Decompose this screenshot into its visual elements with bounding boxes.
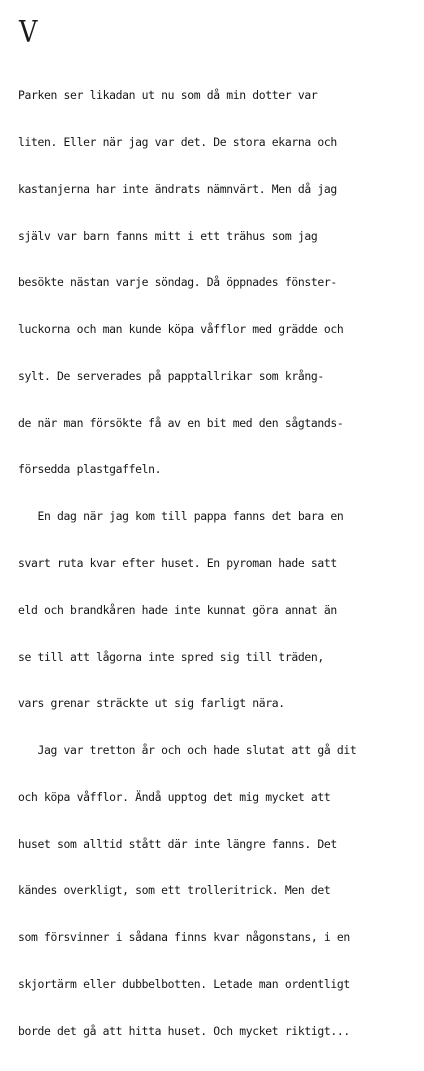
text-line: borde det gå att hitta huset. Och mycket riktigt...: [18, 1023, 350, 1038]
text-line: huset som alltid stått där inte längre fanns. Det: [18, 836, 337, 851]
text-line: liten. Eller när jag var det. De stora ekarna och: [18, 134, 337, 149]
text-line: själv var barn fanns mitt i ett trähus som jag: [18, 228, 318, 243]
text-line: kändes overkligt, som ett trolleritrick. Men det: [18, 883, 331, 898]
text-line: se till att lågorna inte spred sig till träden,: [18, 649, 324, 664]
text-line: En dag när jag kom till pappa fanns det bara en: [18, 509, 344, 524]
text-line: de när man försökte få av en bit med den sågtands-: [18, 415, 344, 430]
text-line: besökte nästan varje söndag. Då öppnades fönster-: [18, 275, 337, 290]
text-line: som försvinner i sådana finns kvar någonstans, i en: [18, 930, 350, 945]
text-line: skjortärm eller dubbelbotten. Letade man ordentligt: [18, 977, 350, 992]
text-line: Jag var tretton år och och hade slutat att gå dit: [18, 743, 357, 758]
text-line: luckorna och man kunde köpa våfflor med grädde och: [18, 322, 344, 337]
text-line: kastanjerna har inte ändrats nämnvärt. Men då jag: [18, 181, 337, 196]
text-line: och köpa våfflor. Ändå upptog det mig mycket att: [18, 789, 331, 804]
text-line: vars grenar sträckte ut sig farligt nära.: [18, 696, 285, 711]
chapter-heading: V: [19, 15, 38, 50]
text-line: försedda plastgaffeln.: [18, 462, 162, 477]
text-line: svart ruta kvar efter huset. En pyroman hade satt: [18, 556, 337, 570]
text-line: sylt. De serverades på papptallrikar som krång-: [18, 368, 324, 383]
text-line: eld och brandkåren hade inte kunnat göra annat än: [18, 602, 337, 617]
text-line: Parken ser likadan ut nu som då min dotter var: [18, 88, 318, 103]
body-text: [18, 57, 418, 1071]
